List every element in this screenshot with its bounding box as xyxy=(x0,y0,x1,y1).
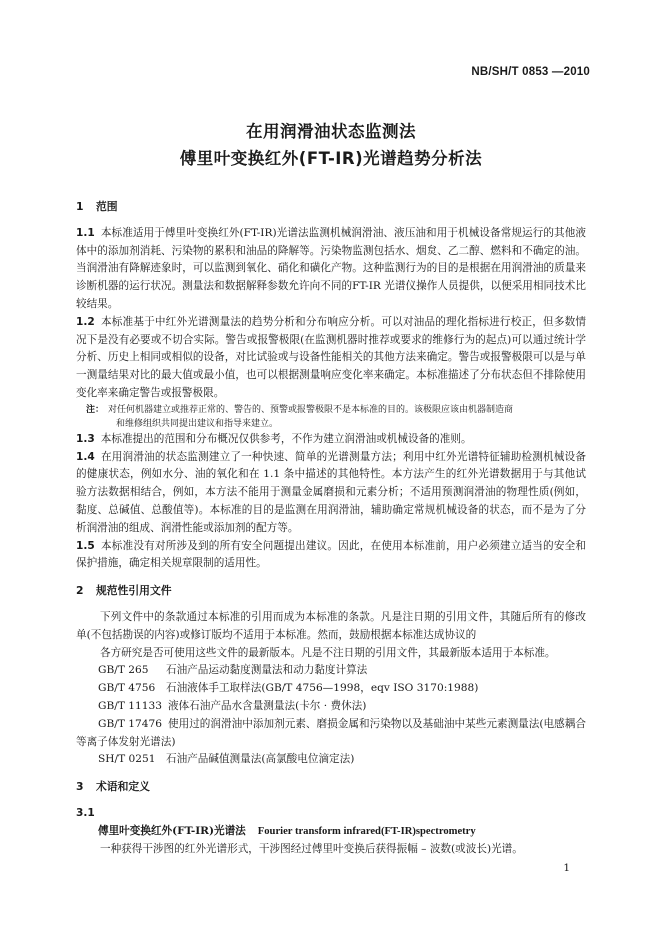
clause-text: 本标准基于中红外光谱测量法的趋势分析和分布响应分析。可以对油品的理化指标进行校正，但多数情况下是没有必要或不切合实际。警告或报警极限(在监测机器时推荐或要求的维修行为的起点)可以通过统计学分析、历史上相同或相似的设备，对比试验或与设备性能相关的其他方法来确定。警告或报警极限可以是与单一测量结果对比的最大值或最小值，也可以根据测量响应变化率来确定。本标准描述了分布状态但不排除使用变化率来确定警告或报警极限。 xyxy=(76,315,586,399)
section-title: 规范性引用文件 xyxy=(96,584,172,598)
section-number: 3 xyxy=(76,780,84,794)
section-2-heading xyxy=(76,582,586,600)
title-line-2: 傅里叶变换红外(FT-IR)光谱趋势分析法 xyxy=(179,149,483,168)
references-intro-1: 下列文件中的条款通过本标准的引用而成为本标准的条款。凡是注日期的引用文件，其随后所有的修改单(不包括勘误的内容)或修订版均不适用于本标准。然而，鼓励根据本标准达成协议的 xyxy=(76,610,586,641)
clause-text: 本标准提出的范围和分布概况仅供参考，不作为建立润滑油或机械设备的准则。 xyxy=(100,432,472,445)
section-title: 范围 xyxy=(96,200,118,213)
clause-3-1-number: 3.1 xyxy=(76,806,95,819)
term-chinese: 傅里叶变换红外(FT-IR)光谱法 xyxy=(98,824,246,837)
reference-item xyxy=(76,698,586,716)
clause-text: 本标准没有对所涉及到的所有安全问题提出建议。因此，在使用本标准前，用户必须建立适当的安全和保护措施，确定相关规章限制的适用性。 xyxy=(76,539,586,570)
section-number: 2 xyxy=(76,584,84,598)
note xyxy=(76,403,586,431)
clause-1-5 xyxy=(76,538,586,574)
title-line-1: 在用润滑油状态监测法 xyxy=(246,122,416,141)
standard-code: NB/SH/T 0853 —2010 xyxy=(471,66,590,78)
section-number: 1 xyxy=(76,200,84,213)
reference-title: 石油产品运动黏度测量法和动力黏度计算法 xyxy=(166,664,368,677)
reference-title: 石油液体手工取样法(GB/T 4756—1998，eqv ISO 3170:1988) xyxy=(166,682,479,695)
document-body xyxy=(76,198,586,858)
reference-item xyxy=(76,716,586,752)
note-label: 注： xyxy=(86,404,105,415)
note-line-1: 对任何机器建立或推荐正常的、警告的、预警或报警极限不是本标准的目的。该极限应该由机器制造商 xyxy=(108,404,514,415)
reference-code: GB/T 17476 xyxy=(98,717,162,730)
section-title: 术语和定义 xyxy=(96,780,150,794)
note-line-2: 和维修组织共同提出建议和指导来建立。 xyxy=(116,418,279,429)
term-heading xyxy=(76,823,586,841)
reference-title: 液体石油产品水含量测量法(卡尔 · 费休法) xyxy=(167,699,367,712)
reference-item xyxy=(76,680,586,698)
clause-number: 1.4 xyxy=(76,450,95,463)
clause-number: 1.3 xyxy=(76,432,95,445)
reference-code: GB/T 4756 xyxy=(98,682,156,695)
references-intro-2: 各方研究是否可使用这些文件的最新版本。凡是不注日期的引用文件，其最新版本适用于本标准。 xyxy=(100,646,556,659)
section-1-heading xyxy=(76,198,586,216)
page-number: 1 xyxy=(563,862,570,874)
term-definition: 一种获得干涉图的红外光谱形式，干涉图经过傅里叶变换后获得振幅 – 波数(或波长)光谱。 xyxy=(100,842,523,855)
reference-code: SH/T 0251 xyxy=(98,753,156,766)
clause-text: 在用润滑油的状态监测建立了一种快速、简单的光谱测量方法；利用中红外光谱特征辅助检测机械设备的健康状态，例如水分、油的氧化和在 1.1 条中描述的其他特性。本方法产生的红外光谱数据用于与其他试验方法数据相结合，例如，本方法不能用于测量金属磨损和元素分析；不适用预测润滑油的物理性质(例如，黏度、总碱值、总酸值等)。本标准的目的是监测在用润滑油，辅助确定常规机械设备的状态，而不是为了分析润滑油的组成、润滑性能或添加剂的配方等。 xyxy=(76,450,586,534)
clause-1-3 xyxy=(76,431,586,449)
clause-1-1 xyxy=(76,225,586,314)
reference-title: 石油产品碱值测量法(高氯酸电位滴定法) xyxy=(166,753,355,766)
clause-number: 1.5 xyxy=(76,539,95,552)
reference-title: 使用过的润滑油中添加剂元素、磨损金属和污染物以及基础油中某些元素测量法(电感耦合等离子体发射光谱法) xyxy=(76,717,586,748)
clause-1-4 xyxy=(76,449,586,538)
reference-code: GB/T 265 xyxy=(98,664,149,677)
clause-text: 本标准适用于傅里叶变换红外(FT-IR)光谱法监测机械润滑油、液压油和用于机械设备常规运行的其他液体中的添加剂消耗、污染物的累积和油品的降解等。污染物监测包括水、烟炱、乙二醇、燃料和不确定的油。当润滑油有降解迹象时，可以监测到氧化、硝化和磺化产物。这种监测行为的目的是根据在用润滑油的质量来诊断机器的运行状况。测量法和数据解释参数允许向不同的FT-IR 光谱仪操作人员提供，以便采用相同技术比较结果。 xyxy=(76,226,586,310)
reference-item xyxy=(76,662,586,680)
term-english: Fourier transform infrared(FT-IR)spectrometry xyxy=(257,825,476,837)
clause-1-2 xyxy=(76,314,586,403)
clause-number: 1.1 xyxy=(76,226,95,239)
clause-number: 1.2 xyxy=(76,315,95,328)
reference-code: GB/T 11133 xyxy=(98,699,162,712)
section-3-heading xyxy=(76,778,586,796)
reference-item xyxy=(76,751,586,769)
